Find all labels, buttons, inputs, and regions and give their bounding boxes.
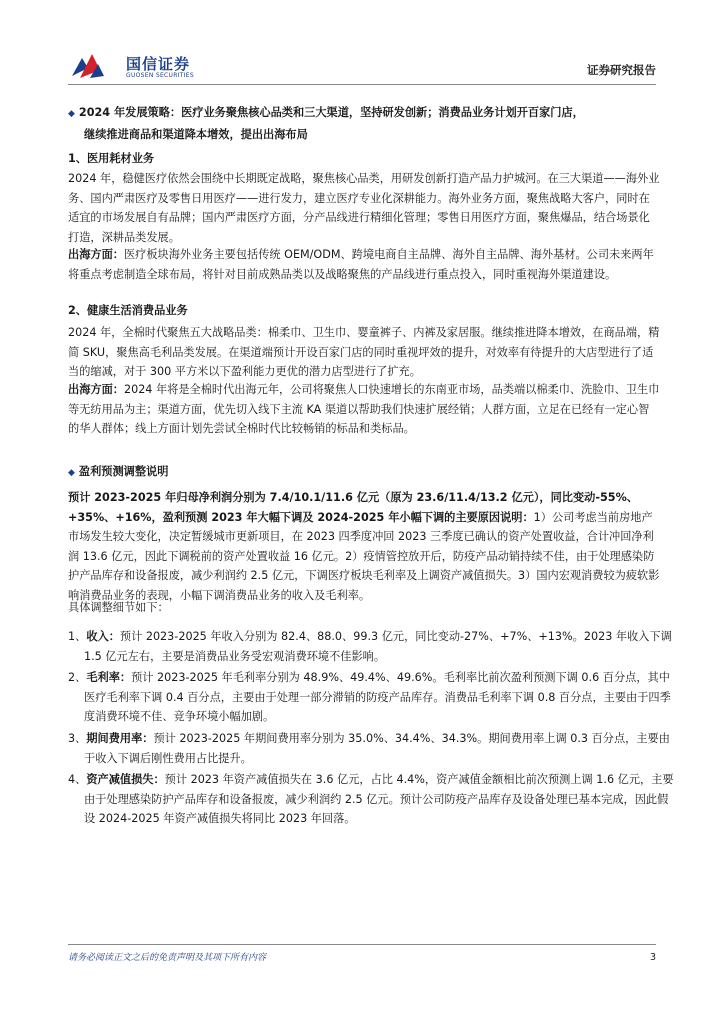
section-heading-forecast: ◆ 盈利预测调整说明 xyxy=(68,465,169,478)
brand-name-cn: 国信证券 xyxy=(126,55,191,73)
adjustment-item-expense-ratio: 3、期间费用率：预计 2023-2025 年期间费用率分别为 35.0%、34.4%、34.3%。期间费用率上调 0.3 百分点，主要由于收入下调后刚性费用占比提升。 xyxy=(68,732,670,765)
paragraph-medical-strategy: 2024 年，稳健医疗依然会围绕中长期既定战略，聚焦核心品类，用研发创新打造产品力护城河。在三大渠道——海外业务、国内严肃医疗及零售日用医疗——进行发力，建立医疗专业化深耕能力。海外业务方面，聚焦战略大客户，同时在适宜的市场发展自有品牌；国内严肃医疗方面，分产品线进行精细化管理；零售日用医疗方面，聚焦爆品，结合场景化打造，深耕品类发展。 xyxy=(68,172,660,244)
diamond-icon: ◆ xyxy=(68,109,75,119)
adjustment-item-gross-margin: 2、毛利率：预计 2023-2025 年毛利率分别为 48.9%、49.4%、49.6%。毛利率比前次盈利预测下调 0.6 百分点，其中医疗毛利率下调 0.4 百分点，主要由于处理一部分滞销的防疫产品库存。消费品毛利率下调 0.8 百分点，主要由于四季度消费环境不佳、竞争环境小幅加剧。 xyxy=(68,671,671,723)
adjustment-item-revenue: 1、收入：预计 2023-2025 年收入分别为 82.4、88.0、99.3 亿元，同比变动-27%、+7%、+13%。2023 年收入下调 1.5 亿元左右，主要是消费品业务受宏观消费环境不佳影响。 xyxy=(68,630,672,663)
paragraph-consumer-overseas: 出海方面：2024 年将是全棉时代出海元年，公司将聚焦人口快速增长的东南亚市场，品类端以棉柔巾、洗脸巾、卫生巾等无纺用品为主；渠道方面，优先切入线下主流 KA 渠道以帮助我们快速扩展经销；人群方面，立足在已经有一定心智的华人群体；线上方面计划先尝试全棉时代比较畅销的标品和类标品。 xyxy=(68,383,660,435)
footer-disclaimer: 请务必阅读正文之后的免责声明及其项下所有内容 xyxy=(68,953,267,963)
subheading-consumer: 2、健康生活消费品业务 xyxy=(68,304,188,317)
page-number: 3 xyxy=(649,952,656,963)
forecast-lead: 预计 2023-2025 年归母净利润分别为 7.4/10.1/11.6 亿元（原为 23.6/11.4/13.2 亿元），同比变动-55%、+35%、+16%，盈利预测 2023 年大幅下调及 2024-2025 年小幅下调的主要原因说明： xyxy=(68,491,638,524)
footer-divider xyxy=(68,944,656,945)
diamond-icon: ◆ xyxy=(68,468,75,478)
overseas-label: 出海方面： xyxy=(68,248,124,261)
paragraph-medical-overseas: 出海方面：医疗板块海外业务主要包括传统 OEM/ODM、跨境电商自主品牌、海外自主品牌、海外基材。公司未来两年将重点考虑制造全球布局，将针对目前成熟品类以及战略聚焦的产品线进行重点投入，同时重视海外渠道建设。 xyxy=(68,248,654,281)
detail-intro: 具体调整细节如下： xyxy=(68,601,169,614)
adjustment-item-impairment: 4、资产减值损失：预计 2023 年资产减值损失在 3.6 亿元，占比 4.4%，资产减值金额相比前次预测上调 1.6 亿元，主要由于处理感染防护产品库存和设备报废，减少利润约 2.5 亿元。预计公司防疫产品库存及设备处理已基本完成，因此假设 2024-2025 年资产减值损失将同比 2023 年回落。 xyxy=(68,773,674,825)
subheading-medical: 1、医用耗材业务 xyxy=(68,152,155,165)
overseas-label: 出海方面： xyxy=(68,383,124,396)
section-heading-strategy: ◆ 2024 年发展策略：医疗业务聚焦核心品类和三大渠道，坚持研发创新；消费品业务计划开百家门店， 继续推进商品和渠道降本增效，提出出海布局 xyxy=(68,106,584,141)
paragraph-forecast-summary: 预计 2023-2025 年归母净利润分别为 7.4/10.1/11.6 亿元（原为 23.6/11.4/13.2 亿元），同比变动-55%、+35%、+16%，盈利预测 2023 年大幅下调及 2024-2025 年小幅下调的主要原因说明：1）公司考虑当前房地产市场发生较大变化，决定暂缓城市更新项目，在 2023 四季度冲回 2023 三季度已确认的资产处置收益，合计冲回净利润 13.6 亿元，因此下调税前的资产处置收益 16 亿元。2）疫情管控放开后，防疫产品动销持续不佳，由于处理感染防护产品库存和设备报废，减少利润约 2.5 亿元，下调医疗板块毛利率及上调资产减值损失。3）国内宏观消费较为疲软影响消费品业务的表现，小幅下调消费品业务的收入及毛利率。 xyxy=(68,491,660,602)
report-type-label: 证券研究报告 xyxy=(587,63,656,77)
guosen-logo-icon xyxy=(70,50,106,82)
header-divider xyxy=(68,84,656,85)
paragraph-consumer-strategy: 2024 年，全棉时代聚焦五大战略品类：棉柔巾、卫生巾、婴童裤子、内裤及家居服。继续推进降本增效，在商品端，精简 SKU，聚焦高毛利品类发展。在渠道端预计开设百家门店的同时重视坪效的提升，对效率有待提升的大店型进行了适当的缩减，对于 300 平方米以下盈利能力更优的潜力店型进行了扩充。 xyxy=(68,326,660,378)
page-header xyxy=(0,0,724,88)
brand-name-en: GUOSEN SECURITIES xyxy=(126,72,195,79)
